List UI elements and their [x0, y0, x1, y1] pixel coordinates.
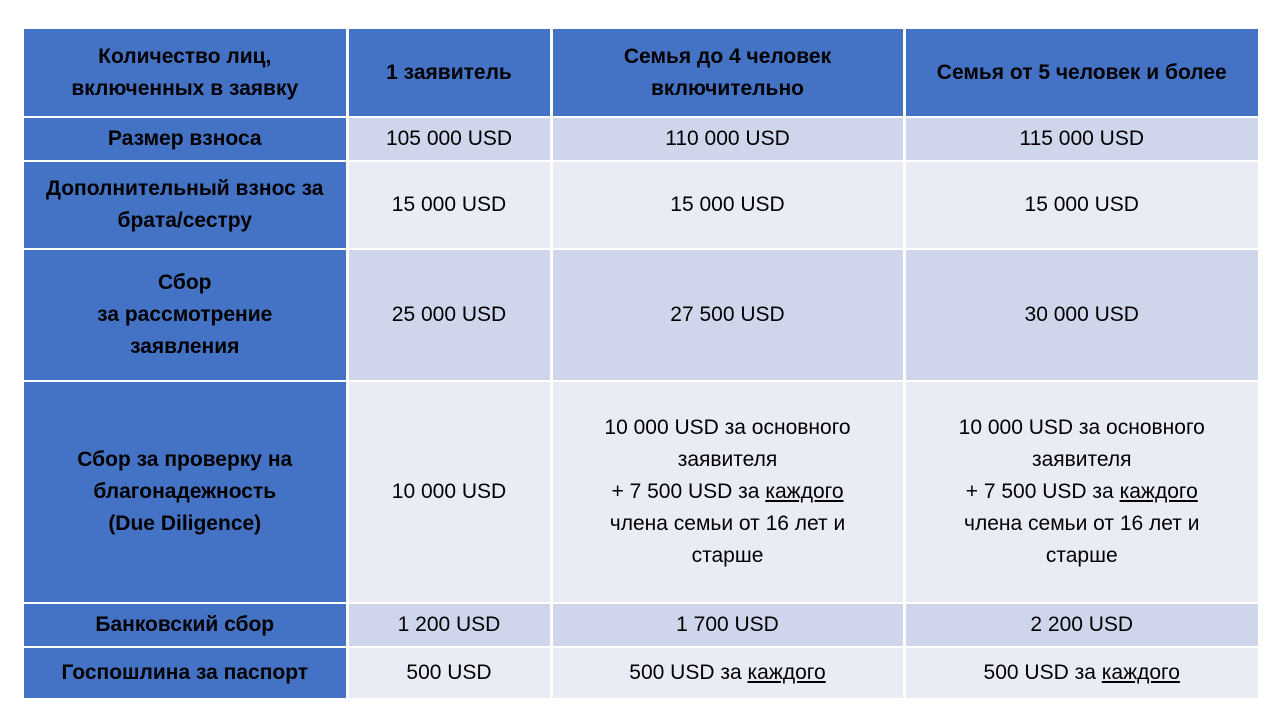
cell-value: 2 200 USD: [904, 603, 1258, 647]
label-line: Сбор за проверку на благонадежность: [77, 448, 293, 503]
row-label-sibling-fee: Дополнительный взнос за брата/сестру: [24, 161, 347, 249]
table-row: [24, 161, 1258, 249]
passport-pre: 500 USD за: [983, 661, 1096, 684]
row-label-due-diligence: [24, 381, 347, 603]
dd-line1: 10 000 USD за основного заявителя: [604, 416, 851, 471]
cell-value: 15 000 USD: [551, 161, 904, 249]
header-persons: Количество лиц, включенных в заявку: [24, 29, 347, 117]
dd-underlined: каждого: [1119, 480, 1198, 503]
cell-due-diligence-family: [551, 381, 904, 603]
cell-passport-each: [551, 647, 904, 699]
header-row: [24, 29, 1258, 117]
cell-value: 1 200 USD: [347, 603, 551, 647]
cell-value: 1 700 USD: [551, 603, 904, 647]
dd-pre: + 7 500 USD за: [965, 480, 1114, 503]
table-row: [24, 249, 1258, 381]
cell-value: 15 000 USD: [347, 161, 551, 249]
cell-value: 115 000 USD: [904, 117, 1258, 161]
row-label-passport-fee: Госпошлина за паспорт: [24, 647, 347, 699]
dd-underlined: каждого: [765, 480, 844, 503]
row-label-application-fee: [24, 249, 347, 381]
cell-passport-each: [904, 647, 1258, 699]
cell-value: 10 000 USD: [347, 381, 551, 603]
cell-value: 15 000 USD: [904, 161, 1258, 249]
cell-value: 27 500 USD: [551, 249, 904, 381]
table-row: [24, 117, 1258, 161]
label-line: за рассмотрение заявления: [97, 303, 273, 358]
table-row: [24, 603, 1258, 647]
fee-table: [24, 29, 1258, 700]
dd-line1: 10 000 USD за основного заявителя: [958, 416, 1205, 471]
cell-value: 500 USD: [347, 647, 551, 699]
label-line: Сбор: [157, 271, 212, 294]
passport-underlined: каждого: [1101, 661, 1180, 684]
passport-pre: 500 USD за: [629, 661, 742, 684]
dd-post: члена семьи от 16 лет и старше: [609, 512, 846, 567]
table-row: [24, 647, 1258, 699]
dd-pre: + 7 500 USD за: [611, 480, 760, 503]
label-line: (Due Diligence): [108, 512, 262, 535]
cell-value: 25 000 USD: [347, 249, 551, 381]
row-label-contribution: Размер взноса: [24, 117, 347, 161]
dd-post: члена семьи от 16 лет и старше: [964, 512, 1200, 567]
header-family-5-plus: Семья от 5 человек и более: [904, 29, 1258, 117]
cell-value: 30 000 USD: [904, 249, 1258, 381]
cell-due-diligence-family-large: [904, 381, 1258, 603]
table-row: [24, 381, 1258, 603]
header-one-applicant: 1 заявитель: [347, 29, 551, 117]
cell-value: 105 000 USD: [347, 117, 551, 161]
header-family-up-to-4: Семья до 4 человек включительно: [551, 29, 904, 117]
row-label-bank-fee: Банковский сбор: [24, 603, 347, 647]
cell-value: 110 000 USD: [551, 117, 904, 161]
passport-underlined: каждого: [747, 661, 826, 684]
